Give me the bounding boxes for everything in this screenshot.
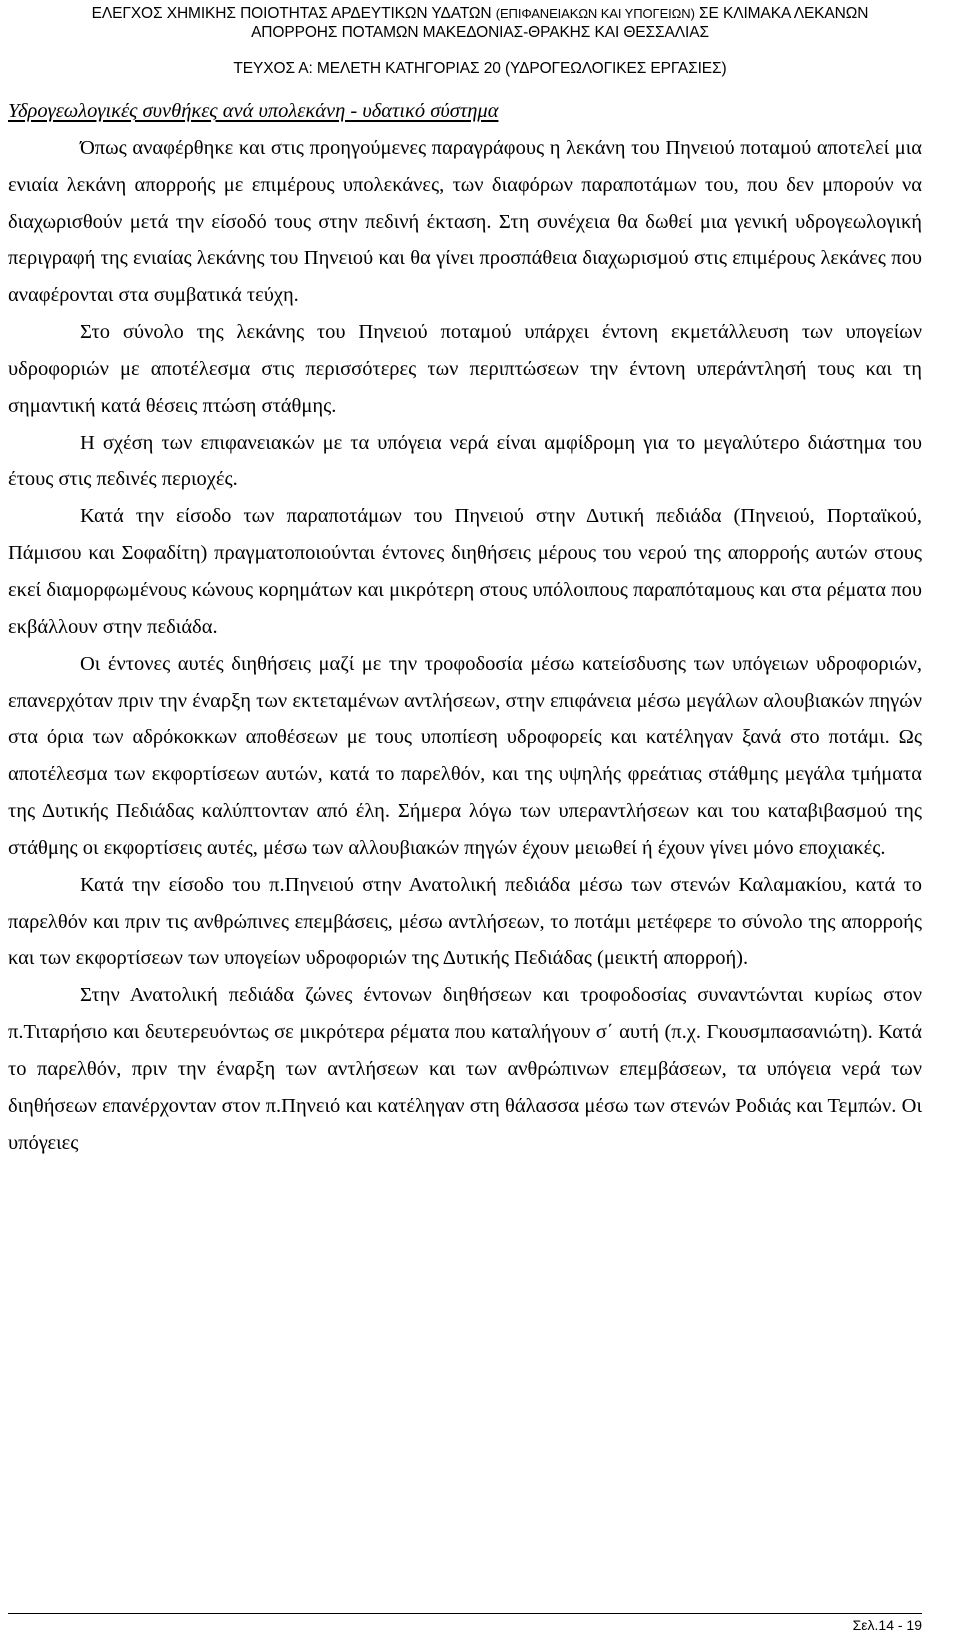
section-heading: Υδρογεωλογικές συνθήκες ανά υπολεκάνη - υδατικό σύστημα bbox=[8, 100, 499, 122]
header-title-line-2: ΑΠΟΡΡΟΗΣ ΠΟΤΑΜΩΝ ΜΑΚΕΔΟΝΙΑΣ-ΘΡΑΚΗΣ ΚΑΙ ΘΕΣΣΑΛΙΑΣ bbox=[251, 24, 709, 41]
paragraph-4: Κατά την είσοδο των παραποτάμων του Πηνειού στην Δυτική πεδιάδα (Πηνειού, Πορταϊκού, Πάμισου και Σοφαδίτη) πραγματοποιούνται έντονες διηθήσεις μέρους του νερού της απορροής αυτών στους εκεί διαμορφωμένους κώνους κορημάτων και μικρότερη στους υπόλοιπους παραπόταμους και στα ρέματα που εκβάλλουν στην πεδιάδα. bbox=[8, 505, 922, 638]
paragraph-2: Στο σύνολο της λεκάνης του Πηνειού ποταμού υπάρχει έντονη εκμετάλλευση των υπογείων υδροφοριών με αποτέλεσμα στις περισσότερες των περιπτώσεων την έντονη υπεράντλησή τους και τη σημαντική κατά θέσεις πτώση στάθμης. bbox=[8, 321, 922, 417]
paragraph-3: Η σχέση των επιφανειακών με τα υπόγεια νερά είναι αμφίδρομη για το μεγαλύτερο διάστημα του έτους στις πεδινές περιοχές. bbox=[8, 431, 922, 491]
paragraph-7: Στην Ανατολική πεδιάδα ζώνες έντονων διηθήσεων και τροφοδοσίας συναντώνται κυρίως στον π.Τιταρήσιο και δευτερευόντως σε μικρότερα ρέματα που καταλήγουν σ΄ αυτή (π.χ. Γκουσμπασανιώτη). Κατά το παρελθόν, πριν την έναρξη των αντλήσεων και των ανθρώπινων επεμβάσεων, τα υπόγεια νερά των διηθήσεων επανέρχονταν στον π.Πηνειό και κατέληγαν στη θάλασσα μέσω των στενών Ροδιάς και Τεμπών. Οι υπόγειες bbox=[8, 984, 922, 1154]
paragraph-1: Όπως αναφέρθηκε και στις προηγούμενες παραγράφους η λεκάνη του Πηνειού ποταμού αποτελεί μια ενιαία λεκάνη απορροής με επιμέρους υπολεκάνες, των διαφόρων παραποτάμων του, που δεν μπορούν να διαχωρισθούν μετά την είσοδό τους στην πεδινή έκταση. Στη συνέχεια θα δωθεί μια γενική υδρογεωλογική περιγραφή της ενιαίας λεκάνης του Πηνειού και θα γίνει προσπάθεια διαχωρισμού στις επιμέρους λεκάνες που αναφέρονται στα συμβατικά τεύχη. bbox=[8, 136, 922, 307]
header-title-small: (ΕΠΙΦΑΝΕΙΑΚΩΝ ΚΑΙ ΥΠΟΓΕΙΩΝ) bbox=[495, 6, 695, 21]
footer-divider bbox=[8, 1613, 922, 1614]
page-header bbox=[0, 4, 960, 78]
header-title-line-1 bbox=[0, 4, 960, 23]
header-subtitle: ΤΕΥΧΟΣ Α: ΜΕΛΕΤΗ ΚΑΤΗΓΟΡΙΑΣ 20 (ΥΔΡΟΓΕΩΛΟΓΙΚΕΣ ΕΡΓΑΣΙΕΣ) bbox=[233, 60, 727, 77]
page-number: Σελ.14 - 19 bbox=[852, 1617, 922, 1633]
header-title-part-1: ΕΛΕΓΧΟΣ ΧΗΜΙΚΗΣ ΠΟΙΟΤΗΤΑΣ ΑΡΔΕΥΤΙΚΩΝ ΥΔΑΤΩΝ bbox=[91, 5, 492, 22]
paragraph-6: Κατά την είσοδο του π.Πηνειού στην Ανατολική πεδιάδα μέσω των στενών Καλαμακίου, κατά το παρελθόν και πριν τις ανθρώπινες επεμβάσεις, μέσω αντλήσεων, το ποτάμι μετέφερε το σύνολο της απορροής και των εκφορτίσεων των υπογείων υδροφοριών της Δυτικής Πεδιάδας (μεικτή απορροή). bbox=[8, 873, 922, 970]
document-body bbox=[8, 93, 922, 1161]
paragraph-5: Οι έντονες αυτές διηθήσεις μαζί με την τροφοδοσία μέσω κατείσδυσης των υπόγειων υδροφοριών, επανερχόταν πριν την έναρξη των εκτεταμένων αντλήσεων, στην επιφάνεια μέσω μεγάλων αλουβιακών πηγών στα όρια των αδρόκοκκων αποθέσεων με τους υποπίεση υδροφορείς και κατέληγαν ξανά στο ποτάμι. Ως αποτέλεσμα των εκφορτίσεων αυτών, κατά το παρελθόν, και της υψηλής φρεάτιας στάθμης μεγάλα τμήματα της Δυτικής Πεδιάδας καλύπτονταν από έλη. Σήμερα λόγω των υπεραντλήσεων και του καταβιβασμού της στάθμης οι εκφορτίσεις αυτές, μέσω των αλλουβιακών πηγών έχουν μειωθεί ή έχουν γίνει μόνο εποχιακές. bbox=[8, 652, 922, 859]
header-title-part-2: ΣΕ ΚΛΙΜΑΚΑ ΛΕΚΑΝΩΝ bbox=[699, 5, 869, 22]
